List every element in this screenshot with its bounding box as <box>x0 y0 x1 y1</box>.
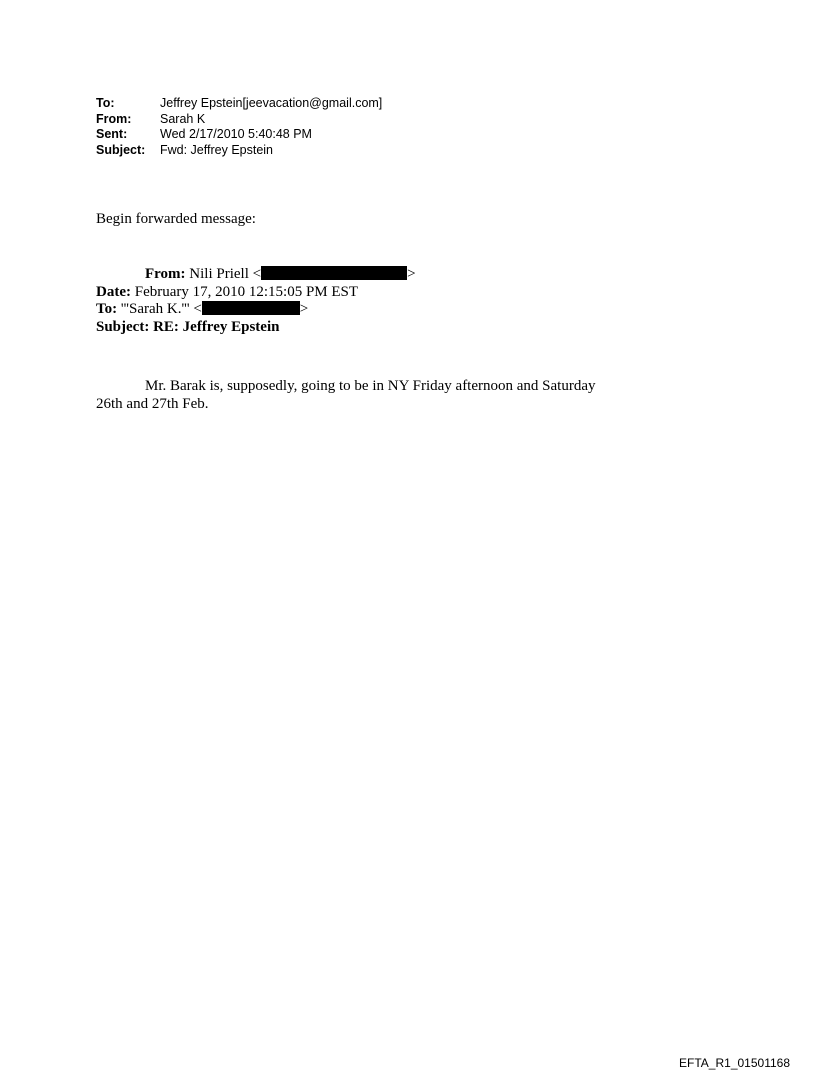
forwarded-date-value: February 17, 2010 12:15:05 PM EST <box>134 283 359 300</box>
forwarded-to-label: To: <box>96 301 118 317</box>
to-row <box>96 96 382 112</box>
forwarded-from-label: From: <box>145 266 186 282</box>
to-value: Jeffrey Epstein[jeevacation@gmail.com] <box>160 96 383 110</box>
redaction-bar <box>261 266 407 280</box>
from-row <box>96 112 382 128</box>
forward-intro: Begin forwarded message: <box>96 211 256 227</box>
forwarded-to-close: > <box>299 301 309 317</box>
forwarded-from-name: Nili Priell < <box>189 266 262 282</box>
forwarded-from-row <box>96 266 416 284</box>
sent-row <box>96 127 382 143</box>
sent-label: Sent: <box>96 127 128 141</box>
message-body <box>96 377 716 413</box>
subject-label: Subject: <box>96 142 146 157</box>
document-id: EFTA_R1_01501168 <box>679 1056 790 1070</box>
redaction-bar <box>202 301 300 315</box>
subject-row <box>96 143 382 159</box>
sent-value: Wed 2/17/2010 5:40:48 PM <box>160 127 312 141</box>
forwarded-from-close: > <box>407 266 416 282</box>
forwarded-date-label: Date: <box>96 283 131 300</box>
message-line-1: Mr. Barak is, supposedly, going to be in NY Friday afternoon and Saturday <box>145 378 596 394</box>
to-label: To: <box>96 96 115 110</box>
forwarded-to-row <box>96 301 416 319</box>
email-header <box>96 96 382 158</box>
subject-value: Fwd: Jeffrey Epstein <box>160 142 274 157</box>
forwarded-subject-row: Subject: RE: Jeffrey Epstein <box>96 318 280 335</box>
from-value: Sarah K <box>160 111 206 126</box>
forwarded-header <box>96 266 416 336</box>
from-label: From: <box>96 111 132 126</box>
message-line-2: 26th and 27th Feb. <box>96 396 209 412</box>
forwarded-date-row <box>96 284 416 302</box>
forwarded-to-name: '''Sarah K.''' < <box>120 301 202 317</box>
